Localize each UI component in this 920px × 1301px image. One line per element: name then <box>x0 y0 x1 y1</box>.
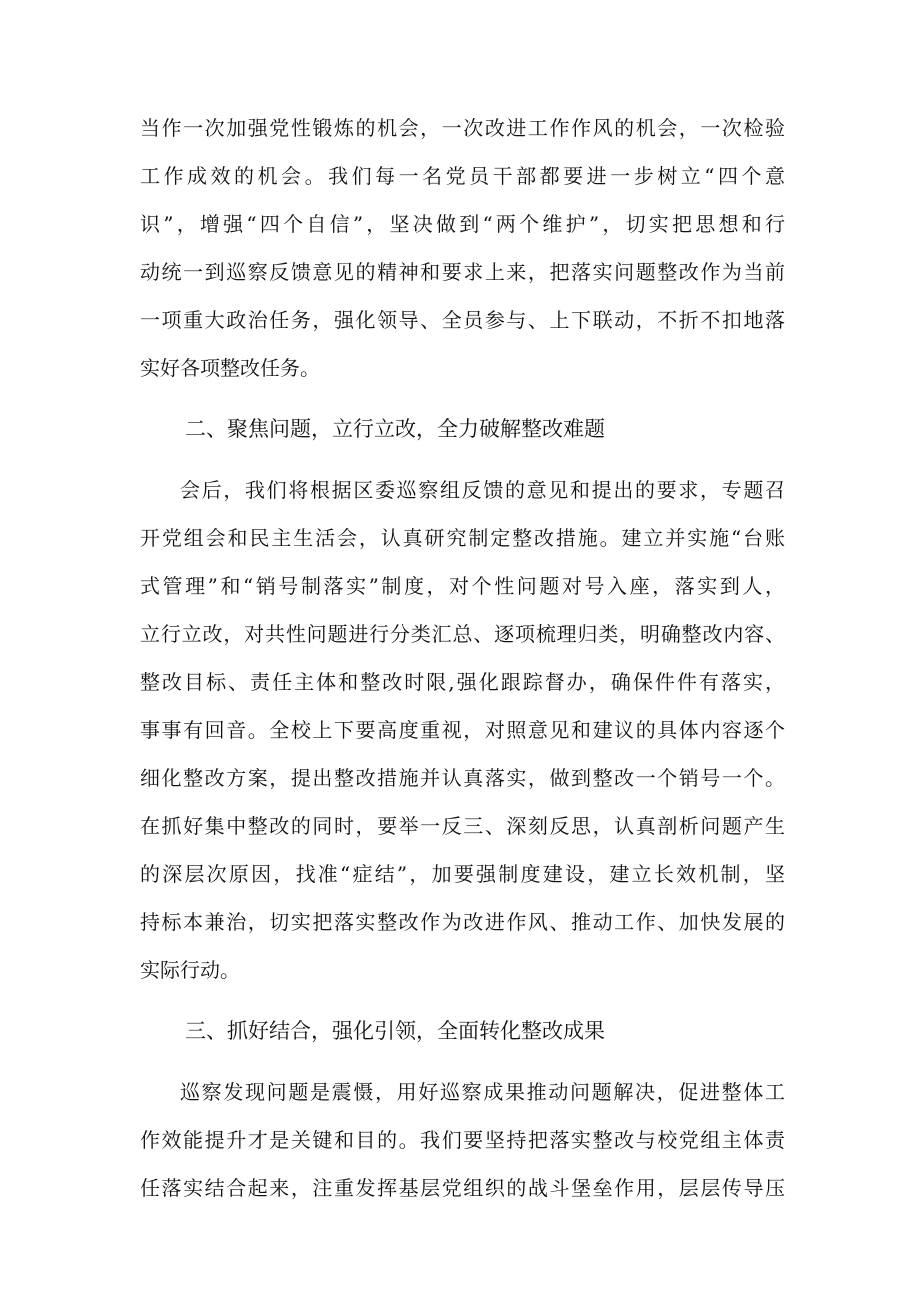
paragraph-line: 细化整改方案，提出整改措施并认真落实，做到整改一个销号一个。 <box>140 766 785 790</box>
paragraph-line: 开党组会和民主生活会，认真研究制定整改措施。建立并实施“台账 <box>140 526 785 550</box>
paragraph-line: 式管理”和“销号制落实”制度，对个性问题对号入座，落实到人， <box>140 574 785 598</box>
paragraph-line: 会后，我们将根据区委巡察组反馈的意见和提出的要求，专题召 <box>180 478 785 502</box>
paragraph-line: 识”，增强“四个自信”，坚决做到“两个维护”，切实把思想和行 <box>140 212 785 236</box>
paragraph-line: 一项重大政治任务，强化领导、全员参与、上下联动，不折不扣地落 <box>140 308 785 332</box>
paragraph-line: 实好各项整改任务。 <box>140 356 320 380</box>
paragraph-line: 在抓好集中整改的同时，要举一反三、深刻反思，认真剖析问题产生 <box>140 814 785 838</box>
paragraph-line: 任落实结合起来，注重发挥基层党组织的战斗堡垒作用，层层传导压 <box>140 1176 785 1200</box>
paragraph-line: 实际行动。 <box>140 958 240 982</box>
paragraph-line: 立行立改，对共性问题进行分类汇总、逐项梳理归类，明确整改内容、 <box>140 622 785 646</box>
paragraph-line: 动统一到巡察反馈意见的精神和要求上来，把落实问题整改作为当前 <box>140 260 785 284</box>
section-heading-3: 三、抓好结合，强化引领，全面转化整改成果 <box>185 1019 605 1043</box>
section-heading-2: 二、聚焦问题，立行立改，全力破解整改难题 <box>185 417 605 441</box>
paragraph-line: 工作成效的机会。我们每一名党员干部都要进一步树立“四个意 <box>140 164 785 188</box>
paragraph-line: 当作一次加强党性锻炼的机会，一次改进工作作风的机会，一次检验 <box>140 116 785 140</box>
paragraph-line: 整改目标、责任主体和整改时限,强化跟踪督办，确保件件有落实， <box>140 670 785 694</box>
paragraph-line: 持标本兼治，切实把落实整改作为改进作风、推动工作、加快发展的 <box>140 910 785 934</box>
paragraph-line: 巡察发现问题是震慑，用好巡察成果推动问题解决，促进整体工 <box>180 1080 785 1104</box>
paragraph-line: 的深层次原因，找准“症结”，加要强制度建设，建立长效机制，坚 <box>140 862 785 886</box>
paragraph-line: 作效能提升才是关键和目的。我们要坚持把落实整改与校党组主体责 <box>140 1128 785 1152</box>
paragraph-line: 事事有回音。全校上下要高度重视，对照意见和建议的具体内容逐个 <box>140 718 785 742</box>
